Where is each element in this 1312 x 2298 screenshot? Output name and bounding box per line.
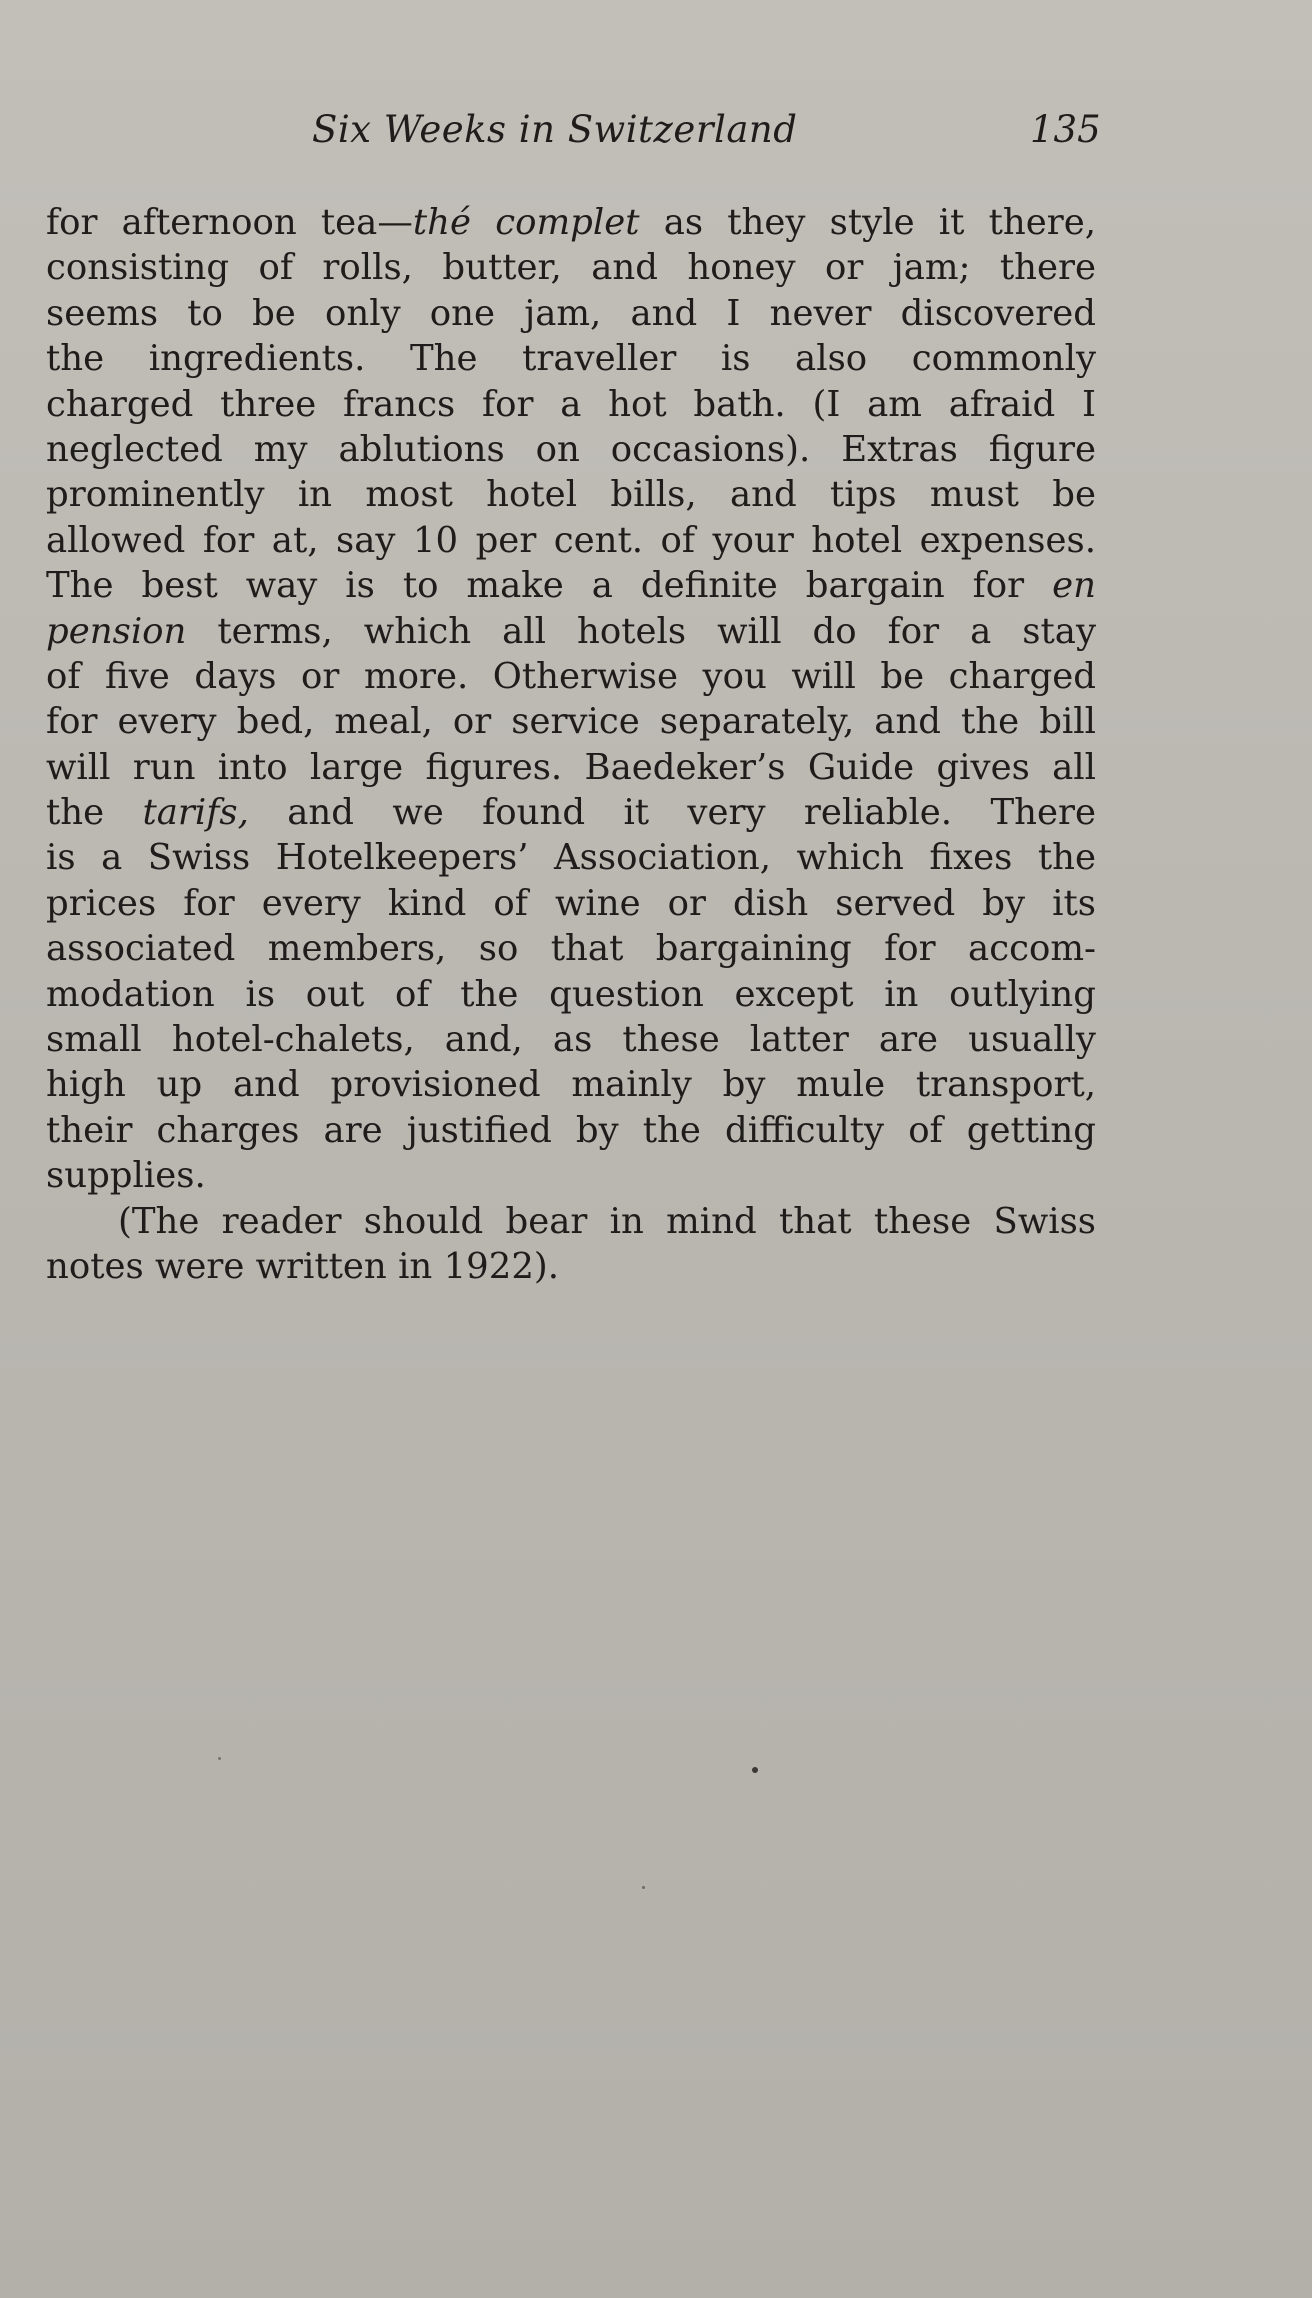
text-run: (The reader should bear in mind that these Swiss: [118, 1200, 1096, 1242]
text-line: [46, 1244, 1096, 1289]
text-line: [46, 518, 1096, 563]
text-line: [46, 790, 1096, 835]
text-line: [46, 382, 1096, 427]
text-run: will run into large figures. Baedeker’s Guide gives all: [46, 746, 1096, 788]
text-run: of five days or more. Otherwise you will be charged: [46, 655, 1096, 697]
text-line: [46, 200, 1096, 245]
italic-text: thé complet: [412, 202, 640, 243]
text-line: [46, 1062, 1096, 1107]
text-run: high up and provisioned mainly by mule transport,: [46, 1064, 1096, 1106]
italic-text: pension: [46, 610, 187, 652]
text-line: [46, 972, 1096, 1017]
text-run: allowed for at, say 10 per cent. of your hotel expenses.: [46, 519, 1096, 561]
text-run: terms, which all hotels will do for a stay: [186, 610, 1096, 652]
text-run: seems to be only one jam, and I never discovered: [46, 292, 1096, 334]
text-run: is a Swiss Hotelkeepers’ Association, which fixes the: [46, 837, 1096, 879]
text-line: [46, 609, 1096, 654]
text-run: for afternoon tea—: [46, 202, 413, 243]
text-line: [46, 563, 1096, 608]
text-line: [46, 1108, 1096, 1153]
text-line: [46, 336, 1096, 381]
text-run: as they style it there,: [639, 202, 1097, 243]
text-run: the ingredients. The traveller is also commonly: [46, 338, 1096, 380]
running-title: Six Weeks in Switzerland: [312, 108, 798, 151]
text-line: [46, 1017, 1096, 1062]
text-line: [46, 427, 1096, 472]
text-run: prominently in most hotel bills, and tips must be: [46, 474, 1096, 516]
text-line: [46, 472, 1096, 517]
text-line: [46, 245, 1096, 290]
text-run: their charges are justified by the difficulty of getting: [46, 1109, 1096, 1151]
text-run: supplies.: [46, 1155, 206, 1197]
text-run: prices for every kind of wine or dish served by its: [46, 882, 1096, 924]
text-run: neglected my ablutions on occasions). Extras figure: [46, 428, 1096, 470]
body-text: [46, 200, 1096, 1289]
text-line: [46, 291, 1096, 336]
text-run: small hotel-chalets, and, as these latter are usually: [46, 1019, 1096, 1061]
text-line: [46, 745, 1096, 790]
text-run: associated members, so that bargaining for accom-: [46, 928, 1096, 970]
text-line: [46, 1199, 1096, 1244]
text-run: and we found it very reliable. There: [248, 792, 1096, 834]
running-head: [0, 108, 1312, 160]
text-line: [46, 881, 1096, 926]
print-speck: [752, 1767, 758, 1773]
text-run: the: [46, 792, 143, 834]
text-line: [46, 1153, 1096, 1198]
text-run: consisting of rolls, butter, and honey or jam; there: [46, 247, 1096, 289]
italic-text: tarifs,: [142, 792, 249, 834]
text-run: modation is out of the question except in outlying: [46, 973, 1096, 1015]
text-line: [46, 654, 1096, 699]
text-run: The best way is to make a definite bargain for: [46, 565, 1053, 607]
italic-text: en: [1052, 565, 1096, 607]
print-speck: [642, 1886, 645, 1889]
text-run: for every bed, meal, or service separately, and the bill: [46, 701, 1096, 743]
text-line: [46, 926, 1096, 971]
text-line: [46, 699, 1096, 744]
text-run: notes were written in 1922).: [46, 1245, 560, 1287]
print-speck: [218, 1757, 221, 1760]
text-line: [46, 835, 1096, 880]
text-run: charged three francs for a hot bath. (I am afraid I: [46, 383, 1096, 425]
page-number: 135: [1030, 108, 1101, 151]
